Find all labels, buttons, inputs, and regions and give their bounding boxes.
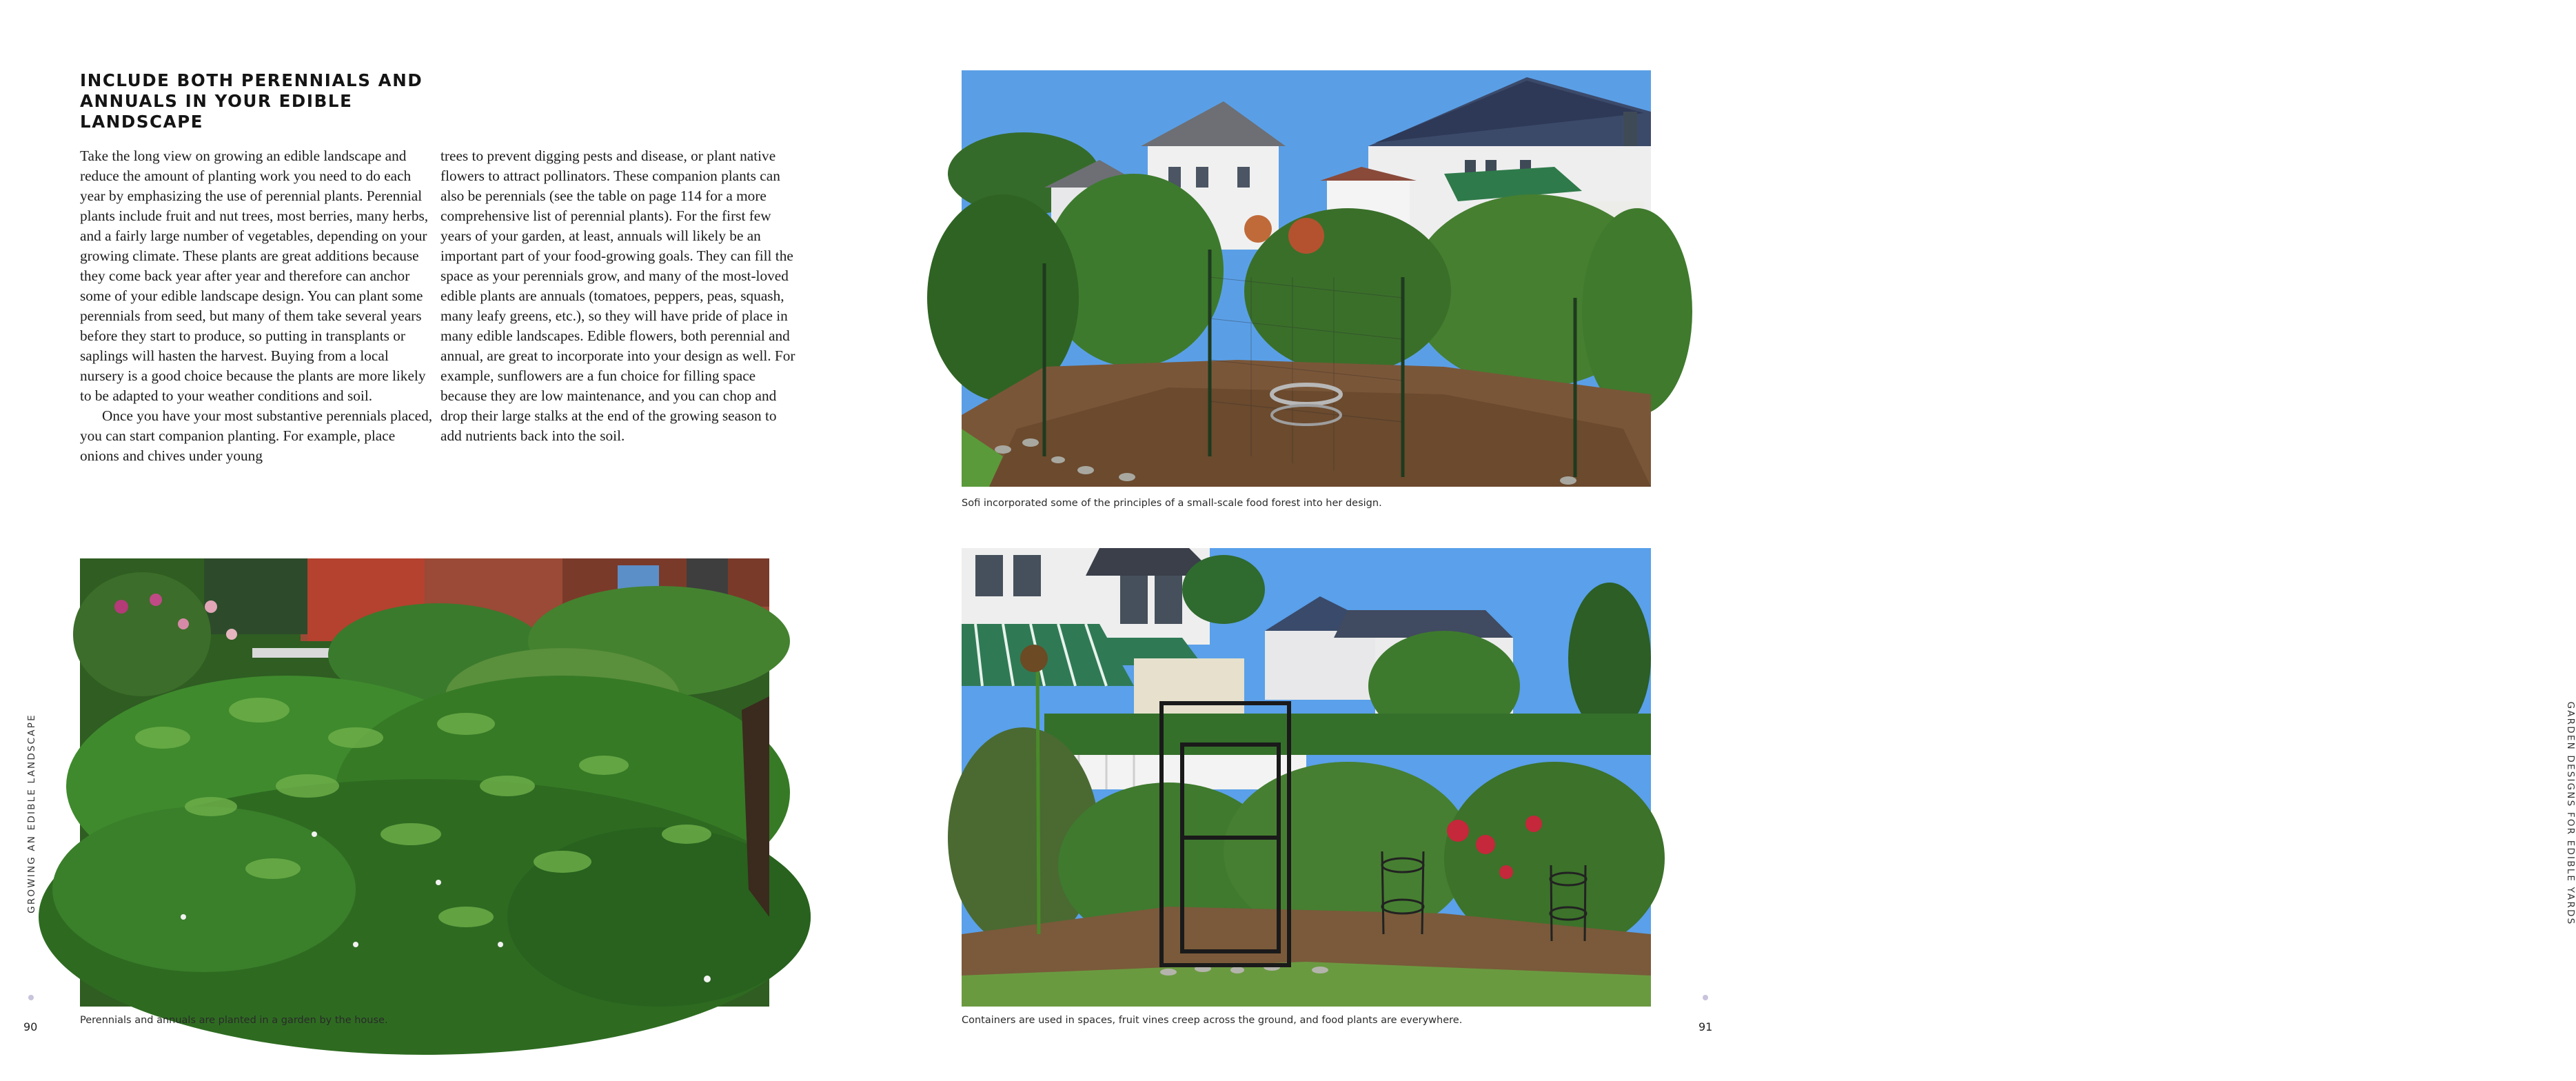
photo-caption-bottom: Containers are used in spaces, fruit vines creep across the ground, and food plants are everywhere. (962, 1015, 1463, 1026)
running-head-right: GARDEN DESIGNS FOR EDIBLE YARDS (2565, 701, 2576, 926)
food-forest-photo-illustration (962, 70, 1651, 487)
page-number: 91 (1698, 1020, 1713, 1033)
photo-containers-vines (962, 548, 1651, 1007)
running-head-left: GROWING AN EDIBLE LANDSCAPE (26, 714, 37, 913)
photo-food-forest (962, 70, 1651, 487)
folio-dot (1703, 995, 1708, 1000)
paragraph: Take the long view on growing an edible landscape and reduce the amount of planting work you need to do each year by emphasizing the use of perennial plants. Perennial plants include fruit and nut trees, most berries, many herbs, and a fairly large number of vegetables, depending on your growing climate. These plants are great additions because they come back year after year and therefore can anchor some of your edible landscape design. You can plant some perennials from seed, but many of them take several years before they start to produce, so putting in transplants or saplings will hasten the harvest. Buying from a local nursery is a good choice because the plants are more likely to be adapted to your weather conditions and soil. (80, 148, 429, 404)
garden-photo-illustration (80, 558, 769, 1007)
photo-caption: Perennials and annuals are planted in a garden by the house. (80, 1015, 388, 1026)
section-heading: INCLUDE BOTH PERENNIALS AND ANNUALS IN YOUR EDIBLE LANDSCAPE (80, 70, 423, 132)
paragraph: trees to prevent digging pests and disease, or plant native flowers to attract pollinators. These companion plants can also be perennials (see the table on page 114 for a more comprehensive list of perennial plants). For the first few years of your garden, at least, annuals will likely be an important part of your food-growing goals. They can fill the space as your perennials grow, and many of the most-loved edible plants are annuals (tomatoes, peppers, peas, squash, many leafy greens, etc.), so they will have pride of place in many edible landscapes. Edible flowers, both perennial and annual, are great to incorporate into your design as well. For example, sunflowers are a fun choice for filling space because they are low maintenance, and you can chop and drop their large stalks at the end of the growing season to add nutrients back into the soil. (440, 148, 795, 444)
body-column-2 (440, 146, 799, 446)
paragraph: Once you have your most substantive perennials placed, you can start companion planting. For example, place onions and chives under young (80, 407, 433, 464)
page-number: 90 (23, 1020, 38, 1033)
right-page (865, 0, 2576, 1081)
photo-perennials-garden (80, 558, 769, 1007)
photo-caption-top: Sofi incorporated some of the principles of a small-scale food forest into her design. (962, 498, 1382, 509)
body-column-1 (80, 146, 433, 466)
folio-dot (28, 995, 34, 1000)
containers-photo-illustration (962, 548, 1651, 1007)
left-page (0, 0, 865, 1081)
